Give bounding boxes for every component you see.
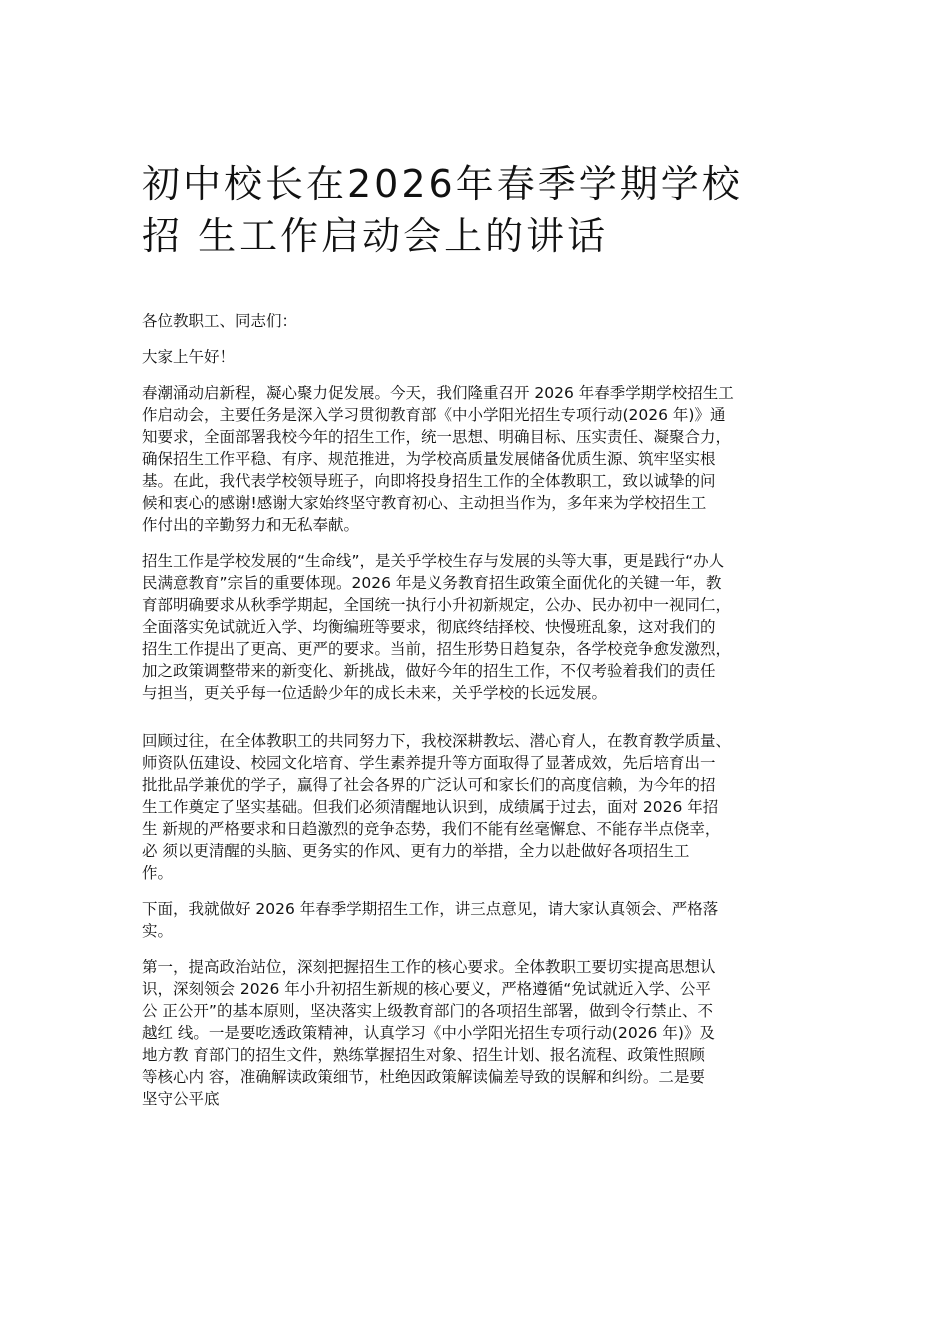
paragraph	[142, 550, 814, 704]
text-line: 加之政策调整带来的新变化、新挑战，做好今年的招生工作，不仅考验着我们的责任	[142, 662, 716, 680]
text-line: 育部明确要求从秋季学期起，全国统一执行小升初新规定，公办、民办初中一视同仁，	[142, 596, 732, 614]
text-line: 识，深刻领会 2026 年小升初招生新规的核心要义，严格遵循“免试就近入学、公平	[142, 980, 711, 998]
paragraph	[142, 898, 814, 942]
text-line: 下面，我就做好 2026 年春季学期招生工作，讲三点意见，请大家认真领会、严格落	[142, 900, 719, 918]
text-line: 必 须以更清醒的头脑、更务实的作风、更有力的举措，全力以赴做好各项招生工	[142, 842, 690, 860]
text-line: 春潮涌动启新程，凝心聚力促发展。今天，我们隆重召开 2026 年春季学期学校招生工	[142, 384, 734, 402]
text-line: 实。	[142, 922, 174, 940]
text-line: 作。	[142, 864, 174, 882]
text-line: 第一，提高政治站位，深刻把握招生工作的核心要求。全体教职工要切实提高思想认	[142, 958, 716, 976]
text-line: 候和衷心的感谢!感谢大家始终坚守教育初心、主动担当作为，多年来为学校招生工	[142, 494, 707, 512]
paragraph	[142, 956, 814, 1110]
title-line: 初中校长在2026年春季学期学校	[142, 162, 743, 206]
text-line: 批批品学兼优的学子，赢得了社会各界的广泛认可和家长们的高度信赖，为今年的招	[142, 776, 716, 794]
paragraph	[142, 382, 814, 536]
text-line: 作启动会，主要任务是深入学习贯彻教育部《中小学阳光招生专项行动(2026 年)》通	[142, 406, 726, 424]
text-line: 基。在此，我代表学校领导班子，向即将投身招生工作的全体教职工，致以诚挚的问	[142, 472, 716, 490]
paragraph	[142, 730, 814, 884]
document-title	[142, 158, 842, 262]
text-line: 全面落实免试就近入学、均衡编班等要求，彻底终结择校、快慢班乱象，这对我们的	[142, 618, 716, 636]
text-line: 公 正公开”的基本原则，坚决落实上级教育部门的各项招生部署，做到令行禁止、不	[142, 1002, 713, 1020]
text-line: 知要求，全面部署我校今年的招生工作，统一思想、明确目标、压实责任、凝聚合力，	[142, 428, 732, 446]
text-line: 越红 线。一是要吃透政策精神，认真学习《中小学阳光招生专项行动(2026 年)》及	[142, 1024, 715, 1042]
title-line: 招 生工作启动会上的讲话	[142, 214, 609, 258]
text-line: 回顾过往，在全体教职工的共同努力下，我校深耕教坛、潜心育人，在教育教学质量、	[142, 732, 732, 750]
text-line: 招生工作提出了更高、更严的要求。当前，招生形势日趋复杂，各学校竞争愈发激烈，	[142, 640, 732, 658]
text-line: 与担当，更关乎每一位适龄少年的成长未来，关乎学校的长远发展。	[142, 684, 608, 702]
text-line: 坚守公平底	[142, 1090, 220, 1108]
text-line: 招生工作是学校发展的“生命线”，是关乎学校生存与发展的头等大事，更是践行“办人	[142, 552, 725, 570]
text-line: 地方教 育部门的招生文件，熟练掌握招生对象、招生计划、报名流程、政策性照顾	[142, 1046, 705, 1064]
text-line: 作付出的辛勤努力和无私奉献。	[142, 516, 360, 534]
text-line: 民满意教育”宗旨的重要体现。2026 年是义务教育招生政策全面优化的关键一年，教	[142, 574, 722, 592]
text-line: 等核心内 容，准确解读政策细节，杜绝因政策解读偏差导致的误解和纠纷。二是要	[142, 1068, 705, 1086]
text-line: 生工作奠定了坚实基础。但我们必须清醒地认识到，成绩属于过去，面对 2026 年招	[142, 798, 719, 816]
salutation: 各位教职工、同志们：	[142, 312, 298, 330]
text-line: 确保招生工作平稳、有序、规范推进，为学校高质量发展储备优质生源、筑牢坚实根	[142, 450, 716, 468]
text-line: 生 新规的严格要求和日趋激烈的竞争态势，我们不能有丝毫懈怠、不能存半点侥幸，	[142, 820, 721, 838]
document-body	[142, 310, 814, 1124]
text-line: 师资队伍建设、校园文化培育、学生素养提升等方面取得了显著成效，先后培育出一	[142, 754, 716, 772]
greeting: 大家上午好！	[142, 348, 236, 366]
